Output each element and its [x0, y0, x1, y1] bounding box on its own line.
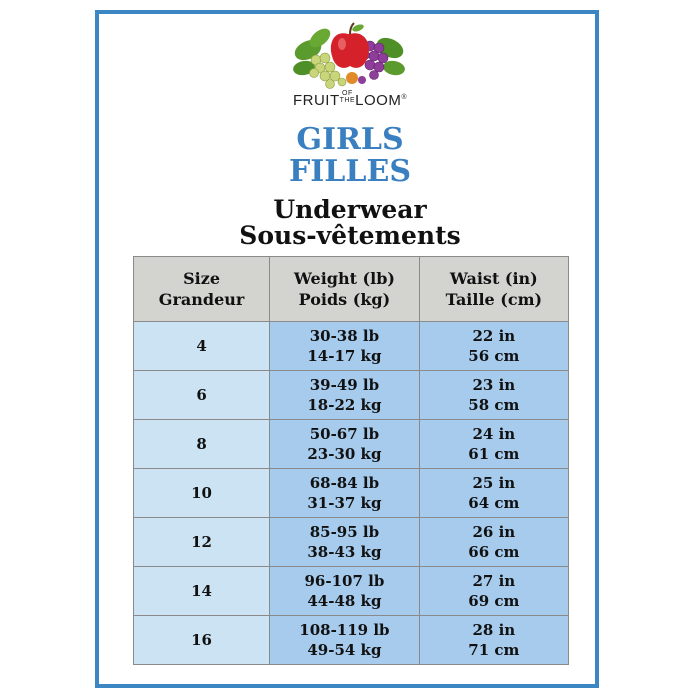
brand-name-the: THE: [339, 97, 356, 104]
brand-name: [250, 90, 450, 109]
weight-kg: 31-37 kg: [307, 494, 382, 512]
waist-in: 27 in: [472, 572, 516, 590]
size-cell: 12: [134, 518, 270, 567]
title-filles: FILLES: [288, 154, 412, 189]
weight-lb: 96-107 lb: [304, 572, 385, 590]
size-cell: 14: [134, 567, 270, 616]
table-row: [134, 469, 569, 518]
waist-in: 24 in: [472, 425, 516, 443]
weight-lb: 68-84 lb: [309, 474, 380, 492]
size-cell: 8: [134, 420, 270, 469]
brand-name-ofthe: [340, 90, 356, 104]
waist-cell: [419, 469, 568, 518]
table-row: [134, 420, 569, 469]
table-row: [134, 322, 569, 371]
weight-cell: [270, 371, 420, 420]
table-row: [134, 616, 569, 665]
weight-kg: 23-30 kg: [307, 445, 382, 463]
table-row: [134, 518, 569, 567]
waist-cm: 66 cm: [468, 543, 520, 561]
waist-cm: 71 cm: [468, 641, 520, 659]
waist-cell: [419, 420, 568, 469]
header-line: Weight (lb): [293, 269, 395, 288]
weight-lb: 50-67 lb: [309, 425, 380, 443]
waist-cm: 58 cm: [468, 396, 520, 414]
waist-cm: 56 cm: [468, 347, 520, 365]
table-row: [134, 567, 569, 616]
weight-cell: [270, 518, 420, 567]
waist-in: 23 in: [472, 376, 516, 394]
waist-cell: [419, 371, 568, 420]
waist-cm: 61 cm: [468, 445, 520, 463]
brand-name-of: OF: [342, 90, 353, 97]
header-line: Size: [183, 269, 221, 288]
waist-cell: [419, 616, 568, 665]
weight-cell: [270, 322, 420, 371]
size-cell: 10: [134, 469, 270, 518]
waist-cm: 69 cm: [468, 592, 520, 610]
title-sous-vetements: Sous-vêtements: [239, 221, 461, 250]
title-underwear: Underwear: [273, 195, 427, 224]
header-line: Poids (kg): [298, 290, 391, 309]
weight-cell: [270, 567, 420, 616]
waist-cell: [419, 567, 568, 616]
brand-name-part1: FRUIT: [292, 92, 340, 109]
fruit-cluster-logo-icon: [290, 20, 410, 92]
size-cell: 16: [134, 616, 270, 665]
table-row: [134, 371, 569, 420]
brand-name-part2: LOOM: [355, 92, 402, 109]
header-line: Waist (in): [449, 269, 538, 288]
weight-kg: 49-54 kg: [307, 641, 382, 659]
weight-lb: 108-119 lb: [299, 621, 390, 639]
header-weight: [270, 257, 420, 322]
table-header-row: [134, 257, 569, 322]
waist-in: 28 in: [472, 621, 516, 639]
waist-cm: 64 cm: [468, 494, 520, 512]
registered-mark: ®: [401, 94, 408, 101]
title-girls: GIRLS: [296, 122, 404, 157]
waist-in: 22 in: [472, 327, 516, 345]
size-cell: 4: [134, 322, 270, 371]
weight-lb: 30-38 lb: [309, 327, 380, 345]
size-cell: 6: [134, 371, 270, 420]
waist-in: 26 in: [472, 523, 516, 541]
header-size: [134, 257, 270, 322]
header-waist: [419, 257, 568, 322]
weight-kg: 38-43 kg: [307, 543, 382, 561]
header-line: Grandeur: [158, 290, 245, 309]
weight-lb: 85-95 lb: [309, 523, 380, 541]
weight-kg: 14-17 kg: [307, 347, 382, 365]
waist-in: 25 in: [472, 474, 516, 492]
weight-cell: [270, 420, 420, 469]
waist-cell: [419, 518, 568, 567]
weight-cell: [270, 469, 420, 518]
header-line: Taille (cm): [445, 290, 543, 309]
weight-kg: 18-22 kg: [307, 396, 382, 414]
size-chart-table: [133, 256, 569, 665]
waist-cell: [419, 322, 568, 371]
weight-kg: 44-48 kg: [307, 592, 382, 610]
weight-lb: 39-49 lb: [309, 376, 380, 394]
weight-cell: [270, 616, 420, 665]
